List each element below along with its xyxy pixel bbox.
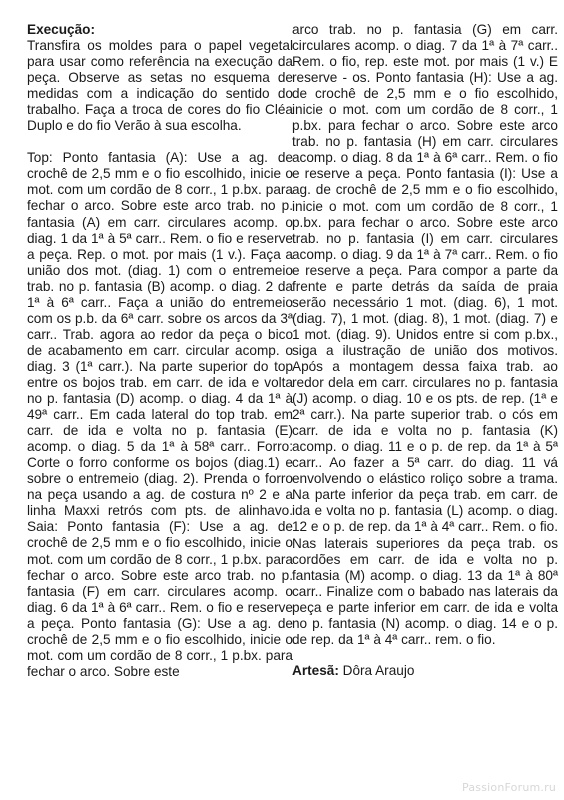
instructions-paragraph-left: Top: Ponto fantasia (A): Use a ag. de crochê de 2,5 mm e o fio escolhido, inicie o mot. com um cordão de 8 corr., 1 p.bx. para fechar o arco. Sobre este arco trab. no p. fantasia (A) em carr. circulares acomp. o diag. 1 da 1ª à 5ª carr.. Rem. o fio e reserve a peça. Rep. o mot. por mais (1 v.). Faça a união dos mot. (diag. 1) com o entremeio trab. no p. fantasia (B) acomp. o diag. 2 da 1ª à 6ª carr.. Faça a união do entremeio com os p.b. da 6ª carr. sobre os arcos da 3ª carr.. Trab. agora ao redor da peça o bico de acabamento em carr. circular acomp. o diag. 3 (1ª carr.). Na parte superior do top entre os bojos trab. em carr. de ida e volta no p. fantasia (D) acomp. o diag. 4 da 1ª à 49ª carr.. Em cada lateral do top trab. em carr. de ida e volta no p. fantasia (E) acomp. o diag. 5 da 1ª à 58ª carr.. Forro: Corte o forro conforme os bojos (diag.1) e sobre o entremeio (diag. 2). Prenda o forro na peça usando a ag. de costura nº 2 e a linha Maxxi retrós com pts. de alinhavo. Saia: Ponto fantasia (F): Use a ag. de crochê de 2,5 mm e o fio escolhido, inicie o mot. com um cordão de 8 corr., 1 p.bx. para fechar o arco. Sobre este arco trab. no p. fantasia (F) em carr. circulares acomp. o diag. 6 da 1ª à 6ª carr.. Rem. o fio e reserve a peça. Ponto fantasia (G): Use a ag. de crochê de 2,5 mm e o fio escolhido, inicie o mot. com um cordão de 8 corr., 1 p.bx. para fechar o arco. Sobre este [27, 150, 293, 679]
instructions-paragraph-right: arco trab. no p. fantasia (G) em carr. circulares acomp. o diag. 7 da 1ª à 7ª carr.. Rem. o fio, rep. este mot. por mais (1 v.) E reserve - os. Ponto fantasia (H): Use a ag. de crochê de 2,5 mm e o fio escolhido, inicie o mot. com um cordão de 8 corr., 1 p.bx. para fechar o arco. Sobre este arco trab. no p. fantasia (H) em carr. circulares acomp. o diag. 8 da 1ª à 6ª carr.. Rem. o fio e reserve a peça. Ponto fantasia (I): Use a ag. de crochê de 2,5 mm e o fio escolhido, inicie o mot. com um cordão de 8 corr., 1 p.bx. para fechar o arco. Sobre este arco trab. no p. fantasia (I) em carr. circulares acomp. o diag. 9 da 1ª à 7ª carr.. Rem. o fio e reserve a peça. Para compor a parte da frente e parte detrás da saída de praia serão necessário 1 mot. (diag. 6), 1 mot. (diag. 7), 1 mot. (diag. 8), 1 mot. (diag. 7) e 1 mot. (diag. 9). Unidos entre si com p.bx., siga a ilustração de união dos motivos. Após a montagem dessa faixa trab. ao redor dela em carr. circulares no p. fantasia (J) acomp. o diag. 10 e os pts. de rep. (1ª e 2ª carr.). Na parte superior trab. o cós em carr. de ida e volta no p. fantasia (K) acomp. o diag. 11 e o p. de rep. da 1ª à 5ª carr.. Ao fazer a 5ª carr. do diag. 11 vá envolvendo o elástico roliço sobre a trama. Na parte inferior da peça trab. em carr. de ida e volta no p. fantasia (L) acomp. o diag. 12 e o p. de rep. da 1ª à 4ª carr.. Rem. o fio. Nas laterais superiores da peça trab. os cordões em carr. de ida e volta no p. fantasia (M) acomp. o diag. 13 da 1ª à 80ª carr.. Finalize com o babado nas laterais da peça e parte inferior em carr. de ida e volta no p. fantasia (N) acomp. o diag. 14 e o p. de rep. da 1ª à 4ª carr.. rem. o fio. [292, 22, 558, 647]
credit-label: Artesã: [292, 662, 339, 678]
section-heading: Execução: [27, 22, 96, 37]
intro-paragraph: Transfira os moldes para o papel vegetal para usar como referência na execução da peça. Observe as setas no esquema de medidas com a indicação do sentido do trabalho. Faça a troca de cores do fio Cléa Duplo e do fio Verão à sua escolha. [27, 38, 293, 134]
artisan-credit [292, 663, 558, 679]
paragraph-gap [27, 134, 293, 150]
watermark: PassionForum.ru [462, 781, 556, 794]
left-column [27, 22, 293, 680]
right-column [292, 22, 558, 679]
credit-name: Dôra Araujo [342, 662, 415, 678]
